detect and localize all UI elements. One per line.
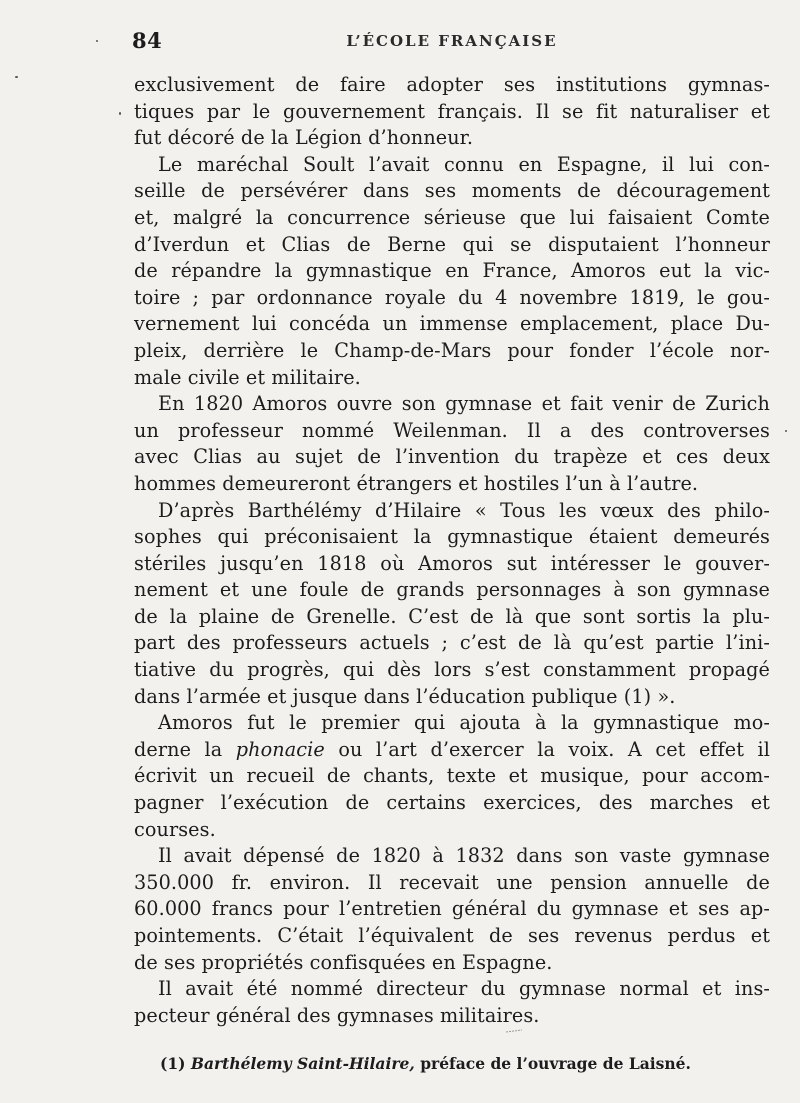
- text-line: exclusivement de faire adopter ses institutions gymnas-: [134, 73, 770, 96]
- text-fragment: derne la: [134, 737, 223, 761]
- text-line: de la plaine de Grenelle. C’est de là que sont sortis la plu-: [134, 604, 770, 628]
- footnote-author: Barthélemy Saint-Hilaire,: [190, 1054, 415, 1073]
- page-number: 84: [132, 28, 163, 53]
- paper-speck: [96, 40, 98, 42]
- paper-speck: [785, 430, 787, 432]
- text-line: pleix, derrière le Champ-de-Mars pour fonder l’école nor-: [134, 338, 770, 362]
- smudge-graphic: [505, 1028, 523, 1034]
- text-line: Le maréchal Soult l’avait connu en Espagne, il lui con-: [158, 152, 770, 176]
- text-line: Il avait été nommé directeur du gymnase normal et ins-: [158, 977, 770, 1001]
- text-line: et, malgré la concurrence sérieuse que lui faisaient Comte: [134, 205, 770, 229]
- text-line: un professeur nommé Weilenman. Il a des controverses: [134, 418, 770, 442]
- running-title: L’ÉCOLE FRANÇAISE: [346, 32, 558, 50]
- text-line: dans l’armée et jusque dans l’éducation publique (1) ».: [134, 684, 676, 708]
- text-line: D’après Barthélémy d’Hilaire « Tous les vœux des philo-: [158, 498, 770, 522]
- text-line: 60.000 francs pour l’entretien général du gymnase et ses ap-: [134, 897, 770, 921]
- text-line: toire ; par ordonnance royale du 4 novembre 1819, le gou-: [134, 285, 770, 309]
- text-line: écrivit un recueil de chants, texte et musique, pour accom-: [134, 764, 770, 788]
- footnote: [160, 1054, 760, 1073]
- paper-speck: [15, 76, 18, 78]
- text-line: En 1820 Amoros ouvre son gymnase et fait venir de Zurich: [158, 392, 770, 416]
- body-text: [134, 72, 770, 1029]
- text-line: nement et une foule de grands personnages à son gymnase: [134, 578, 770, 602]
- text-line: tiques par le gouvernement français. Il se fit naturaliser et: [134, 99, 770, 123]
- text-line: Amoros fut le premier qui ajouta à la gymnastique mo-: [158, 711, 770, 735]
- footnote-marker: (1): [160, 1054, 186, 1073]
- italic-term: phonacie: [235, 737, 325, 761]
- text-line: d’Iverdun et Clias de Berne qui se disputaient l’honneur: [134, 232, 770, 256]
- text-fragment: ou l’art d’exercer la voix. A cet effet il: [338, 737, 771, 761]
- text-line: de ses propriétés confisquées en Espagne.: [134, 950, 553, 974]
- text-line: part des professeurs actuels ; c’est de là qu’est partie l’ini-: [134, 631, 770, 655]
- text-line: male civile et militaire.: [134, 365, 361, 389]
- text-line: Il avait dépensé de 1820 à 1832 dans son vaste gymnase: [158, 844, 770, 868]
- text-line: de répandre la gymnastique en France, Amoros eut la vic-: [134, 259, 770, 283]
- text-line: sophes qui préconisaient la gymnastique étaient demeurés: [134, 525, 770, 549]
- ink-smudge: [505, 1026, 523, 1032]
- text-line: fut décoré de la Légion d’honneur.: [134, 126, 474, 150]
- text-line: courses.: [134, 817, 216, 841]
- text-line: pointements. C’était l’équivalent de ses revenus perdus et: [134, 924, 770, 947]
- text-line: pagner l’exécution de certains exercices, des marches et: [134, 791, 770, 815]
- text-line: pecteur général des gymnases militaires.: [134, 1003, 540, 1027]
- text-line: tiative du progrès, qui dès lors s’est constamment propagé: [134, 658, 770, 682]
- footnote-text: préface de l’ouvrage de Laisné.: [420, 1054, 691, 1073]
- text-line: vernement lui concéda un immense emplacement, place Du-: [134, 312, 770, 336]
- text-line: stériles jusqu’en 1818 où Amoros sut intéresser le gouver-: [134, 551, 770, 575]
- text-line: hommes demeureront étrangers et hostiles l’un à l’autre.: [134, 471, 699, 495]
- running-head: [132, 28, 772, 54]
- text-line-mixed: [134, 737, 770, 764]
- text-line: avec Clias au sujet de l’invention du trapèze et ces deux: [134, 445, 770, 469]
- paper-speck: [119, 112, 121, 115]
- text-line: seille de persévérer dans ses moments de découragement: [134, 179, 770, 203]
- text-line: 350.000 fr. environ. Il recevait une pension annuelle de: [134, 870, 770, 894]
